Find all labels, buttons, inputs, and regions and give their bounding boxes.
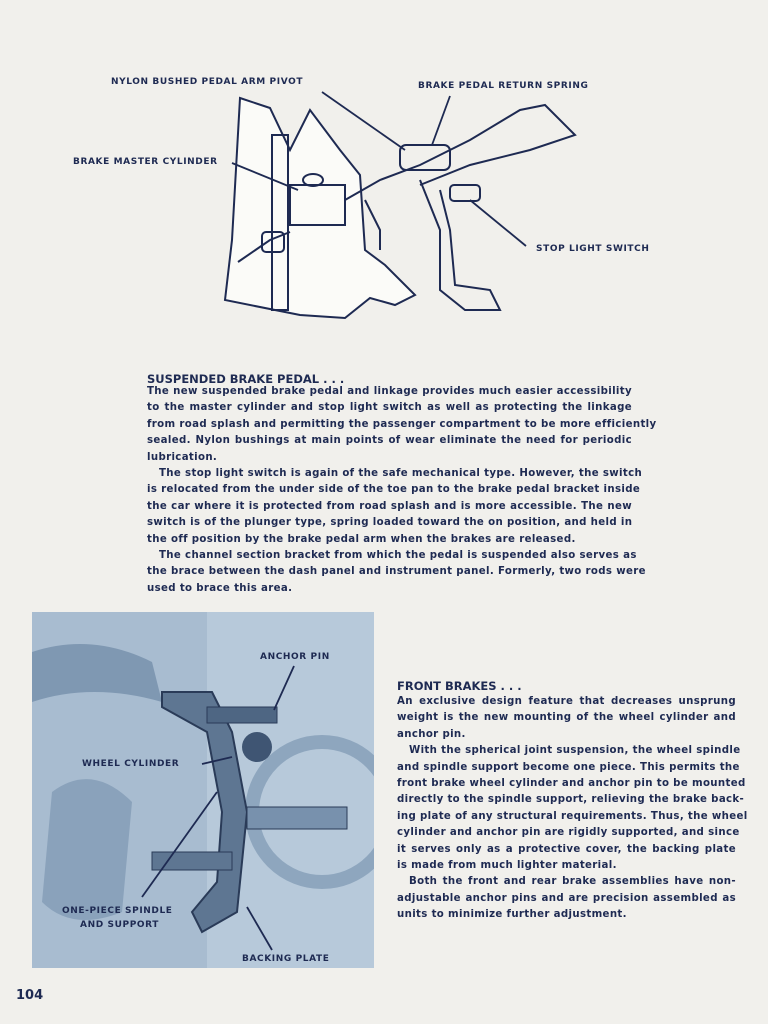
label-return-spring: BRAKE PEDAL RETURN SPRING bbox=[418, 81, 589, 91]
body-line: lubrication. bbox=[147, 451, 218, 463]
label-stop-light-switch: STOP LIGHT SWITCH bbox=[536, 244, 650, 254]
body-line: An exclusive design feature that decreases unsprung bbox=[397, 696, 736, 707]
body-line: from road splash and permitting the passenger compartment to be more efficiently bbox=[147, 418, 657, 430]
body-line: units to minimize further adjustment. bbox=[397, 909, 627, 921]
body-line: The stop light switch is again of the safe mechanical type. However, the switch bbox=[159, 467, 643, 479]
body-line: cylinder and anchor pin are rigidly supported, and since bbox=[397, 827, 740, 839]
body-line: the car where it is protected from road splash and is more accessible. The new bbox=[147, 500, 632, 512]
body-line: front brake wheel cylinder and anchor pin to be mounted bbox=[397, 777, 746, 789]
body-line: sealed. Nylon bushings at main points of wear eliminate the need for periodic bbox=[147, 435, 632, 447]
front-brake-photo bbox=[32, 612, 374, 968]
body-line: and spindle support become one piece. This permits the bbox=[397, 761, 740, 773]
body-line: is relocated from the under side of the toe pan to the brake pedal bracket inside bbox=[147, 484, 641, 496]
body-line: switch is of the plunger type, spring loaded toward the on position, and held in bbox=[147, 517, 633, 529]
body-line: anchor pin. bbox=[397, 728, 466, 740]
body-line: the off position by the brake pedal arm when the brakes are released. bbox=[147, 533, 576, 545]
body-line: used to brace this area. bbox=[147, 582, 293, 594]
body-line: is made from much lighter material. bbox=[397, 859, 617, 871]
body-line: the brace between the dash panel and instrument panel. Formerly, two rods were bbox=[147, 566, 646, 578]
body-line: to the master cylinder and stop light switch as well as protecting the linkage bbox=[147, 402, 632, 414]
section-title-suspended-brake-pedal: SUSPENDED BRAKE PEDAL . . . bbox=[147, 372, 345, 386]
body-line: ing plate of any structural requirements. Thus, the wheel bbox=[397, 810, 748, 822]
label-nylon-pivot: NYLON BUSHED PEDAL ARM PIVOT bbox=[111, 77, 304, 87]
body-line: The channel section bracket from which the pedal is suspended also serves as bbox=[159, 549, 637, 561]
label-backing-plate: BACKING PLATE bbox=[242, 954, 330, 964]
label-and-support: AND SUPPORT bbox=[80, 920, 159, 930]
page-number: 104 bbox=[16, 988, 44, 1003]
section-body-front-brakes bbox=[397, 694, 748, 923]
body-line: it serves only as a protective cover, the backing plate bbox=[397, 843, 736, 855]
section-body-suspended-brake-pedal bbox=[147, 384, 657, 597]
label-anchor-pin: ANCHOR PIN bbox=[260, 652, 330, 662]
body-line: weight is the new mounting of the wheel cylinder and bbox=[397, 712, 736, 724]
body-line: directly to the spindle support, relieving the brake back- bbox=[397, 794, 745, 806]
label-one-piece-spindle: ONE-PIECE SPINDLE bbox=[62, 906, 173, 916]
body-line: Both the front and rear brake assemblies have non- bbox=[409, 876, 736, 888]
body-line: With the spherical joint suspension, the wheel spindle bbox=[409, 745, 741, 757]
section-title-front-brakes: FRONT BRAKES . . . bbox=[397, 679, 522, 693]
body-line: adjustable anchor pins and are precision assembled as bbox=[397, 892, 736, 904]
label-master-cylinder: BRAKE MASTER CYLINDER bbox=[73, 157, 218, 167]
label-wheel-cylinder: WHEEL CYLINDER bbox=[82, 759, 180, 769]
body-line: The new suspended brake pedal and linkage provides much easier accessibility bbox=[147, 386, 632, 397]
